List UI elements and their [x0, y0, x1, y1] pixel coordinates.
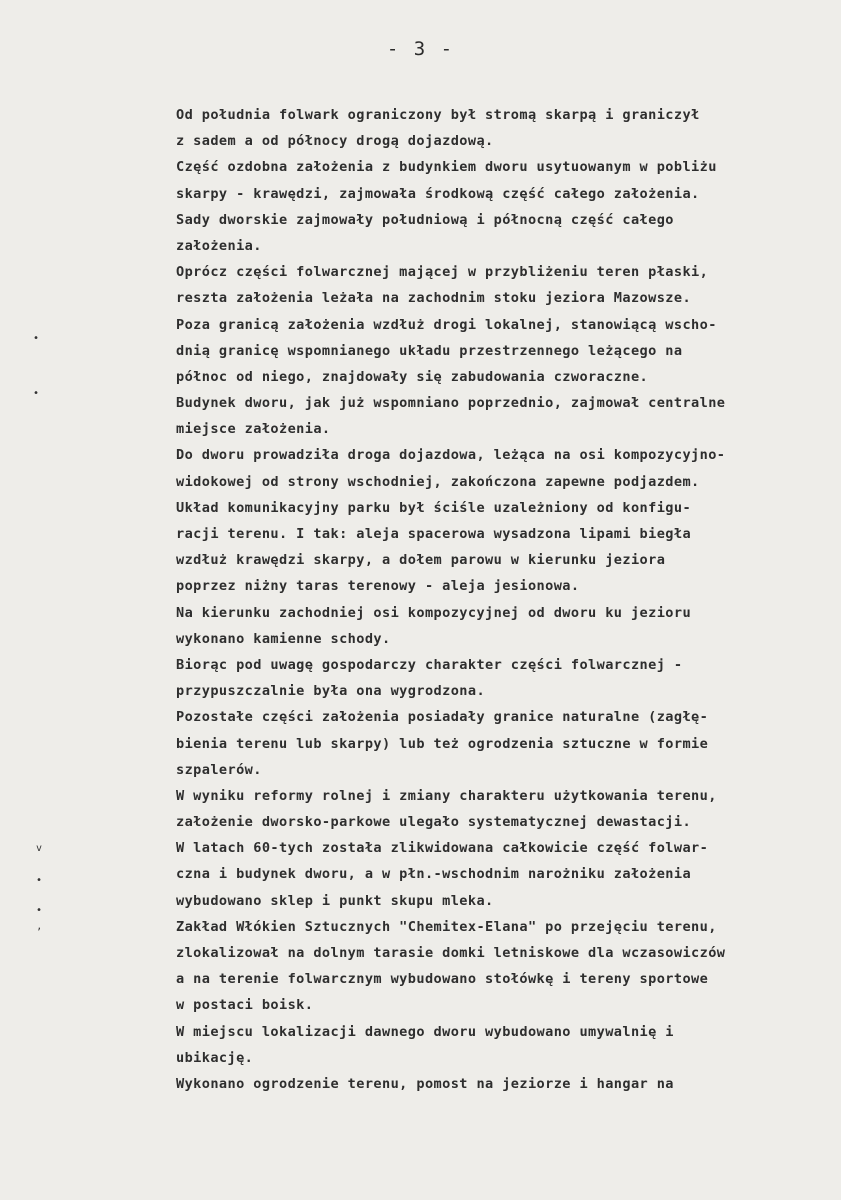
text-line: racji terenu. I tak: aleja spacerowa wysadzona lipami biegła [176, 526, 692, 542]
text-line: Pozostałe części założenia posiadały granice naturalne (zagłę- [176, 709, 709, 726]
text-line: wykonano kamienne schody. [176, 630, 391, 647]
text-line: Zakład Włókien Sztucznych "Chemitex-Elana" po przejęciu terenu, [176, 918, 717, 935]
text-line: założenia. [176, 237, 262, 254]
text-line: Układ komunikacyjny parku był ściśle uzależniony od konfigu- [176, 499, 692, 516]
margin-mark: • [36, 875, 43, 886]
text-line: reszta założenia leżała na zachodnim stoku jeziora Mazowsze. [176, 290, 692, 307]
text-line: Do dworu prowadziła droga dojazdowa, leżąca na osi kompozycyjno- [176, 447, 726, 464]
text-line: miejsce założenia. [176, 421, 331, 438]
margin-mark: • [33, 333, 40, 344]
text-line: przypuszczalnie była ona wygrodzona. [176, 683, 486, 700]
text-line: bienia terenu lub skarpy) lub też ogrodzenia sztuczne w formie [176, 735, 709, 752]
text-line: Poza granicą założenia wzdłuż drogi lokalnej, stanowiącą wscho- [176, 316, 717, 333]
text-line: północ od niego, znajdowały się zabudowania czworaczne. [176, 368, 649, 385]
text-line: czna i budynek dworu, a w płn.-wschodnim narożniku założenia [176, 866, 692, 883]
text-line: Sady dworskie zajmowały południową i północną część całego [176, 211, 674, 228]
text-line: Część ozdobna założenia z budynkiem dworu usytuowanym w pobliżu [176, 159, 717, 176]
margin-mark: • [33, 388, 40, 399]
text-line: Biorąc pod uwagę gospodarczy charakter części folwarcznej - [176, 656, 683, 673]
margin-mark: • [36, 905, 43, 916]
text-line: szpalerów. [176, 761, 262, 778]
text-line: W latach 60-tych została zlikwidowana całkowicie część folwar- [176, 840, 709, 857]
typewritten-body [176, 102, 836, 1097]
text-line: wzdłuż krawędzi skarpy, a dołem parowu w kierunku jeziora [176, 552, 666, 569]
text-line: W wyniku reformy rolnej i zmiany charakteru użytkowania terenu, [176, 787, 717, 804]
text-line: w postaci boisk. [176, 997, 314, 1014]
text-line: ubikację. [176, 1049, 254, 1066]
page-number: - 3 - [386, 38, 455, 60]
text-line: wybudowano sklep i punkt skupu mleka. [176, 892, 494, 909]
text-line: widokowej od strony wschodniej, zakończona zapewne podjazdem. [176, 473, 700, 490]
margin-mark: v [36, 843, 43, 854]
text-line: Budynek dworu, jak już wspomniano poprzednio, zajmował centralne [176, 395, 726, 412]
text-line: poprzez niżny taras terenowy - aleja jesionowa. [176, 578, 580, 595]
text-line: Na kierunku zachodniej osi kompozycyjnej od dworu ku jezioru [176, 604, 692, 621]
text-line: Oprócz części folwarcznej mającej w przybliżeniu teren płaski, [176, 264, 709, 281]
text-line: skarpy - krawędzi, zajmowała środkową część całego założenia. [176, 185, 700, 202]
text-line: z sadem a od północy drogą dojazdową. [176, 133, 494, 150]
text-line: a na terenie folwarcznym wybudowano stołówkę i tereny sportowe [176, 971, 709, 988]
text-line: założenie dworsko-parkowe ulegało systematycznej dewastacji. [176, 814, 692, 831]
text-line: Od południa folwark ograniczony był stromą skarpą i graniczył [176, 107, 700, 123]
text-line: dnią granicę wspomnianego układu przestrzennego leżącego na [176, 342, 683, 359]
text-line: zlokalizował na dolnym tarasie domki letniskowe dla wczasowiczów [176, 945, 726, 961]
margin-mark: ʼ [36, 927, 43, 938]
text-line: Wykonano ogrodzenie terenu, pomost na jeziorze i hangar na [176, 1075, 674, 1092]
text-line: W miejscu lokalizacji dawnego dworu wybudowano umywalnię i [176, 1023, 674, 1040]
